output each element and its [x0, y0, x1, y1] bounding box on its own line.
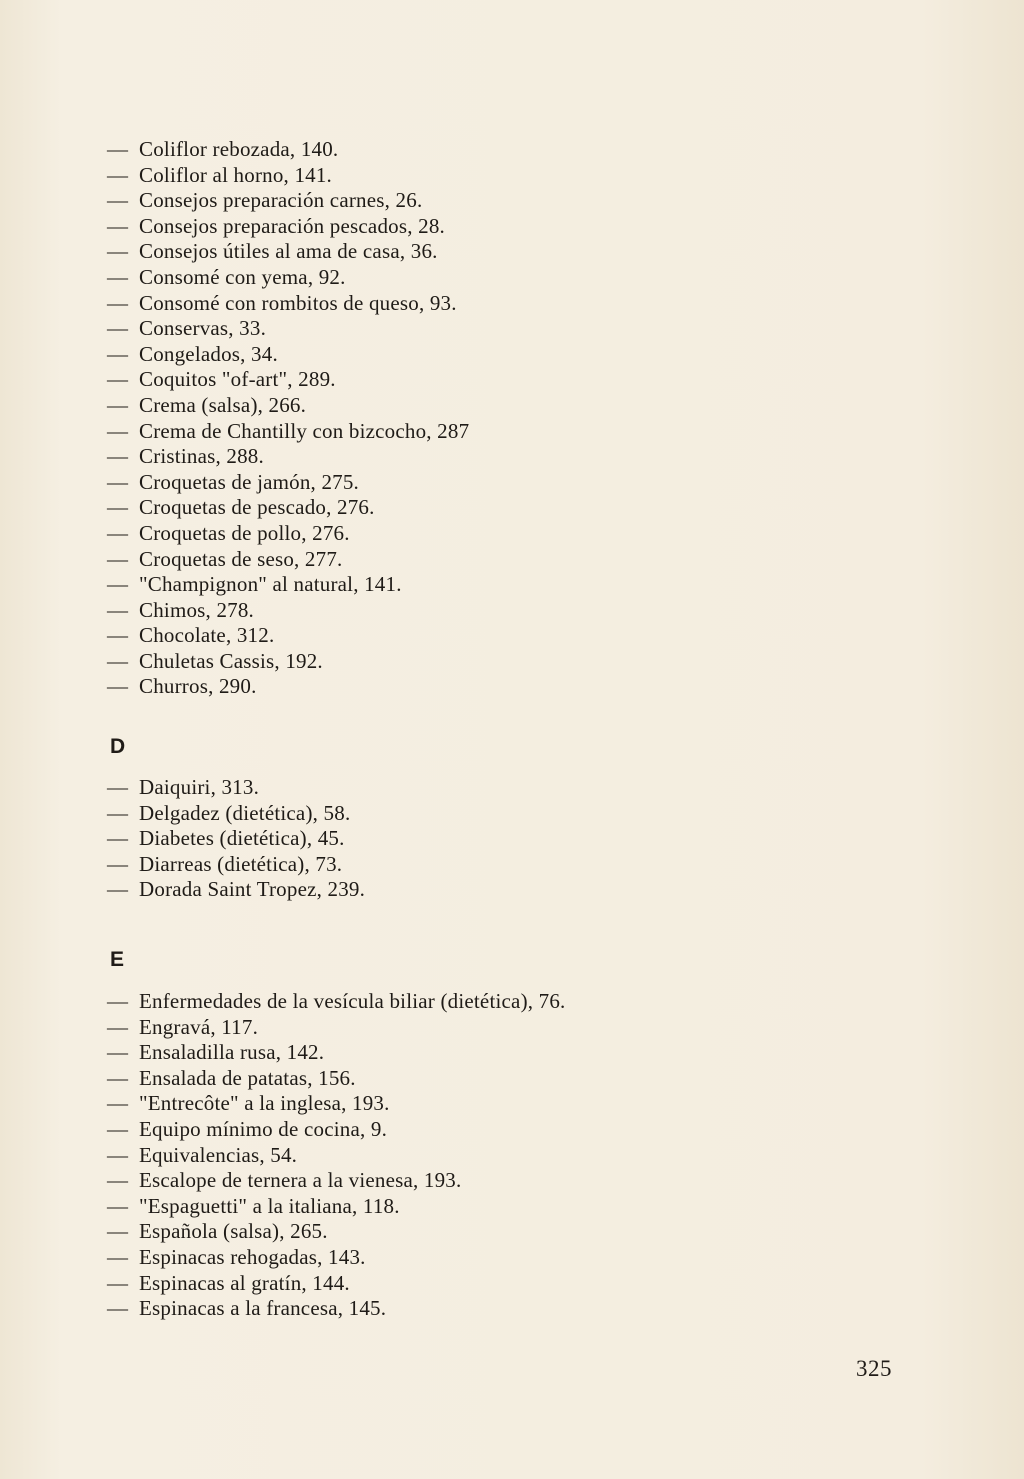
entry-dash: —	[107, 213, 129, 238]
entry-text: Española (salsa), 265.	[139, 1219, 328, 1244]
entry-text: Espinacas rehogadas, 143.	[139, 1244, 366, 1269]
entry-dash: —	[107, 341, 129, 366]
entry-dash: —	[107, 469, 129, 494]
entry-dash: —	[107, 648, 129, 673]
index-entry	[107, 649, 469, 675]
index-entry	[107, 572, 469, 598]
index-entry	[107, 1245, 566, 1271]
page-number: 325	[856, 1356, 892, 1381]
entry-text: Daiquiri, 313.	[139, 775, 260, 799]
entry-dash: —	[107, 877, 129, 902]
index-entry	[107, 674, 469, 700]
entry-dash: —	[107, 826, 129, 851]
index-entry	[107, 470, 469, 496]
entry-dash: —	[107, 1116, 129, 1141]
index-entry	[107, 1296, 566, 1322]
entry-dash: —	[107, 188, 129, 213]
entry-dash: —	[107, 1296, 129, 1321]
index-entry	[107, 1168, 566, 1194]
entry-dash: —	[107, 989, 129, 1013]
index-entry	[107, 188, 469, 214]
entry-dash: —	[107, 1270, 129, 1295]
entry-text: Consejos útiles al ama de casa, 36.	[139, 239, 438, 264]
entry-text: Churros, 290.	[139, 674, 257, 699]
index-entry	[107, 1066, 566, 1092]
entry-text: Conservas, 33.	[139, 316, 267, 341]
index-entry	[107, 852, 365, 878]
entry-dash: —	[107, 162, 129, 187]
index-entry	[107, 1040, 566, 1066]
entry-dash: —	[107, 572, 129, 597]
entry-text: Crema de Chantilly con bizcocho, 287	[139, 418, 470, 443]
index-entry	[107, 444, 469, 470]
entry-text: Diarreas (dietética), 73.	[139, 851, 343, 876]
entry-dash: —	[107, 1168, 129, 1193]
entry-dash: —	[107, 418, 129, 443]
entry-dash: —	[107, 392, 129, 417]
entry-text: Crema (salsa), 266.	[139, 392, 307, 417]
entry-dash: —	[107, 1014, 129, 1039]
entry-dash: —	[107, 800, 129, 825]
index-entry	[107, 547, 469, 573]
entry-dash: —	[107, 520, 129, 545]
index-entry	[107, 1117, 566, 1143]
index-entry	[107, 495, 469, 521]
index-section-e	[107, 989, 566, 1322]
entry-text: Espinacas a la francesa, 145.	[139, 1296, 387, 1321]
entry-text: Delgadez (dietética), 58.	[139, 800, 351, 825]
index-entry	[107, 989, 566, 1015]
index-entry	[107, 367, 469, 393]
index-entry	[107, 1271, 566, 1297]
index-entry	[107, 316, 469, 342]
entry-dash: —	[107, 264, 129, 289]
entry-text: Croquetas de pescado, 276.	[139, 495, 375, 520]
entry-dash: —	[107, 367, 129, 392]
section-letter-e: E	[110, 948, 125, 971]
entry-text: Coquitos "of-art", 289.	[139, 367, 336, 392]
index-entry	[107, 342, 469, 368]
entry-text: Consomé con rombitos de queso, 93.	[139, 290, 457, 315]
index-entry	[107, 521, 469, 547]
section-letter-d: D	[110, 735, 126, 758]
index-entry	[107, 1091, 566, 1117]
index-entry	[107, 877, 365, 903]
index-entry	[107, 1219, 566, 1245]
index-entry	[107, 163, 469, 189]
entry-dash: —	[107, 1040, 129, 1065]
index-entry	[107, 1194, 566, 1220]
entry-dash: —	[107, 1065, 129, 1090]
entry-text: Enfermedades de la vesícula biliar (dietética), 76.	[139, 989, 566, 1013]
index-entry	[107, 775, 365, 801]
index-entry	[107, 419, 469, 445]
index-entry	[107, 265, 469, 291]
entry-text: Chimos, 278.	[139, 597, 254, 622]
entry-dash: —	[107, 1193, 129, 1218]
index-entry	[107, 598, 469, 624]
index-entry	[107, 826, 365, 852]
entry-dash: —	[107, 1091, 129, 1116]
entry-dash: —	[107, 674, 129, 699]
entry-text: "Entrecôte" a la inglesa, 193.	[139, 1091, 390, 1116]
entry-text: Ensaladilla rusa, 142.	[139, 1040, 325, 1065]
entry-text: Croquetas de seso, 277.	[139, 546, 343, 571]
entry-text: Croquetas de pollo, 276.	[139, 520, 350, 545]
index-entry	[107, 393, 469, 419]
entry-dash: —	[107, 316, 129, 341]
index-entry	[107, 239, 469, 265]
entry-text: Ensalada de patatas, 156.	[139, 1065, 356, 1090]
entry-dash: —	[107, 623, 129, 648]
entry-dash: —	[107, 137, 129, 161]
entry-text: Coliflor rebozada, 140.	[139, 137, 339, 161]
entry-text: Engravá, 117.	[139, 1014, 259, 1039]
entry-dash: —	[107, 546, 129, 571]
index-entry	[107, 291, 469, 317]
entry-dash: —	[107, 290, 129, 315]
entry-text: Congelados, 34.	[139, 341, 278, 366]
index-entry	[107, 1143, 566, 1169]
index-entry	[107, 137, 469, 163]
entry-text: Cristinas, 288.	[139, 444, 264, 469]
entry-dash: —	[107, 597, 129, 622]
entry-dash: —	[107, 1219, 129, 1244]
entry-text: "Champignon" al natural, 141.	[139, 572, 402, 597]
entry-text: Consomé con yema, 92.	[139, 264, 346, 289]
entry-text: Escalope de ternera a la vienesa, 193.	[139, 1168, 462, 1193]
index-entry	[107, 214, 469, 240]
entry-text: Espinacas al gratín, 144.	[139, 1270, 350, 1295]
entry-text: Chocolate, 312.	[139, 623, 275, 648]
index-entry	[107, 1015, 566, 1041]
entry-text: Chuletas Cassis, 192.	[139, 648, 323, 673]
entry-text: Consejos preparación carnes, 26.	[139, 188, 423, 213]
entry-text: Equivalencias, 54.	[139, 1142, 298, 1167]
entry-dash: —	[107, 851, 129, 876]
entry-text: Coliflor al horno, 141.	[139, 162, 332, 187]
entry-text: Consejos preparación pescados, 28.	[139, 213, 445, 238]
entry-dash: —	[107, 495, 129, 520]
index-section-c	[107, 137, 469, 700]
index-entry	[107, 623, 469, 649]
index-entry	[107, 801, 365, 827]
entry-text: Dorada Saint Tropez, 239.	[139, 877, 366, 902]
entry-text: Croquetas de jamón, 275.	[139, 469, 360, 494]
entry-text: Equipo mínimo de cocina, 9.	[139, 1116, 388, 1141]
entry-dash: —	[107, 444, 129, 469]
entry-dash: —	[107, 1142, 129, 1167]
index-section-d	[107, 775, 365, 903]
entry-dash: —	[107, 239, 129, 264]
entry-text: Diabetes (dietética), 45.	[139, 826, 345, 851]
entry-dash: —	[107, 1244, 129, 1269]
entry-text: "Espaguetti" a la italiana, 118.	[139, 1193, 400, 1218]
entry-dash: —	[107, 775, 129, 799]
